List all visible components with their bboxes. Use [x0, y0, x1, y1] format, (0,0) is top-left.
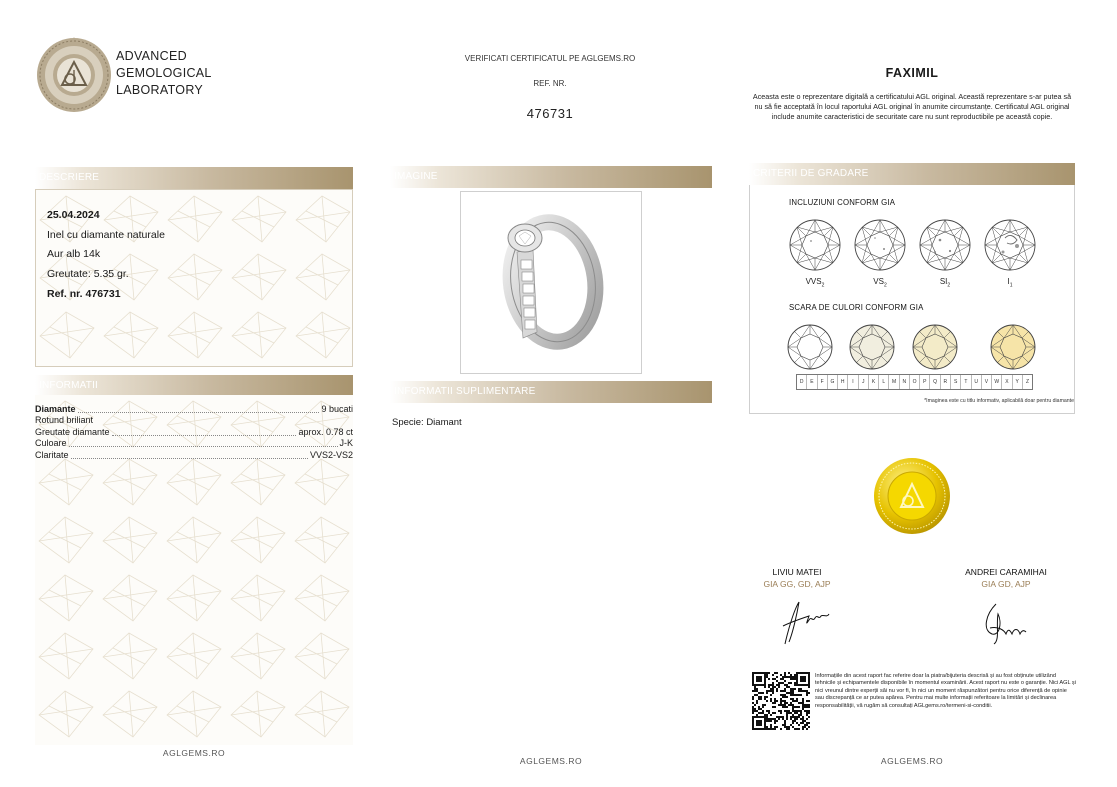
- color-grade-cell: Q: [929, 375, 939, 389]
- qr-code[interactable]: [752, 672, 810, 730]
- color-grade-cell: R: [940, 375, 950, 389]
- color-grade-cell: K: [868, 375, 878, 389]
- color-grade-cell: T: [960, 375, 970, 389]
- color-grade-cell: L: [878, 375, 888, 389]
- clarity-grade: VS: [873, 277, 884, 286]
- info-row-clarity: [35, 449, 353, 461]
- color-grade-cell: S: [950, 375, 960, 389]
- clarity-subscript: 2: [821, 282, 825, 289]
- section-bar-descriere: DESCRIERE: [35, 167, 353, 189]
- section-bar-suplimentare: INFORMATII SUPLIMENTARE: [390, 381, 712, 403]
- clarity-label-vs: [860, 277, 900, 289]
- color-grade-cell: P: [919, 375, 929, 389]
- info-row-weight: [35, 426, 353, 438]
- ref-label: REF. NR.: [533, 79, 567, 88]
- info-row-color: [35, 438, 353, 450]
- info-value: aprox. 0.78 ct: [298, 426, 353, 437]
- clarity-subscript: 1: [1009, 282, 1013, 289]
- agl-seal-logo: [36, 37, 112, 113]
- signature-andrei-caramihai: [978, 600, 1034, 646]
- item-weight: Greutate: 5.35 gr.: [47, 268, 129, 281]
- info-label: Claritate: [35, 449, 69, 460]
- footer-link[interactable]: AGLGEMS.RO: [519, 756, 583, 766]
- certificate-date: 25.04.2024: [47, 209, 100, 221]
- info-value: 9 bucati: [321, 403, 353, 414]
- dot-leader: [78, 412, 320, 413]
- verify-text: VERIFICATI CERTIFICATUL PE AGLGEMS.RO: [464, 54, 636, 63]
- footer-link[interactable]: AGLGEMS.RO: [162, 748, 226, 758]
- brand-line: LABORATORY: [116, 83, 204, 97]
- color-grade-cell: Y: [1012, 375, 1022, 389]
- criterii-note: *Imaginea este cu titlu informativ, aplicabilă doar pentru diamante: [924, 398, 1074, 404]
- section-bar-criterii: CRITERII DE GRADARE: [749, 163, 1075, 185]
- info-value: VVS2-VS2: [309, 449, 353, 460]
- clarity-grade: VVS: [805, 277, 822, 286]
- certificate-reference: [380, 54, 720, 121]
- ring-image-frame: [460, 191, 642, 374]
- info-label: Diamante: [35, 403, 76, 414]
- dot-leader: [71, 458, 308, 459]
- brand-line: GEMOLOGICAL: [116, 66, 212, 80]
- item-description: Inel cu diamante naturale: [47, 228, 165, 241]
- color-grade-cell: D: [799, 379, 804, 385]
- gold-seal-icon: [873, 457, 951, 535]
- clarity-diagram: [785, 216, 1045, 274]
- specie-text: Specie: Diamant: [392, 417, 462, 428]
- color-grade-cell: X: [1001, 375, 1011, 389]
- ref-value: 476731: [526, 106, 574, 121]
- color-grade-cell: G: [827, 375, 837, 389]
- ring-image: [461, 192, 641, 373]
- color-grade-cell: H: [837, 375, 847, 389]
- inclusions-heading: INCLUZIUNI CONFORM GIA: [789, 198, 896, 207]
- info-label: Culoare: [35, 438, 67, 448]
- brand-name: [116, 48, 212, 99]
- signatory-credentials: GIA GD, AJP: [981, 579, 1031, 589]
- color-grade-cell: U: [971, 375, 981, 389]
- item-metal: Aur alb 14k: [47, 248, 101, 261]
- clarity-label-si: [925, 277, 965, 289]
- color-grade-cell: J: [858, 375, 868, 389]
- disclaimer-text: Informațiile din acest raport fac referire doar la piatra/bijuteria descrisă și au fost obținute utilizând tehnicile și echipamentele disponibile în momentul examinării. Acest raport nu este o garanție. Nici AGL și nici vreunul dintre experții săi nu vor fi, în nici un moment răspunzători pentru orice diferență de opinie sau discrepanță ce ar putea apărea. Pentru mai multe informații referitoare la limitări și declinarea responsabilității, vă rugăm să consultați AGLgems.ro/termeni-si-conditii.: [815, 673, 1076, 709]
- color-grade-cell: M: [888, 375, 898, 389]
- footer-link[interactable]: AGLGEMS.RO: [880, 756, 944, 766]
- brand-line: ADVANCED: [116, 49, 187, 63]
- color-grade-cell: V: [981, 375, 991, 389]
- signatory-credentials: GIA GG, GD, AJP: [763, 579, 831, 589]
- color-scale-heading: SCARA DE CULORI CONFORM GIA: [789, 303, 924, 312]
- color-grade-cell: I: [847, 375, 857, 389]
- info-label: Greutate diamante: [35, 426, 110, 437]
- info-row-cut: [35, 415, 353, 427]
- faximil-text: Aceasta este o reprezentare digitală a certificatului AGL original. Această reprezentare s-ar putea să nu să fie acceptată în locul raportului AGL original în anumite circumstanțe. Certificatul AGL original include anumite caracteristici de securitate care nu sunt reproductibile pe această copie.: [752, 92, 1072, 121]
- dot-leader: [69, 446, 338, 447]
- clarity-subscript: 2: [883, 282, 887, 289]
- color-grade-cell: O: [909, 375, 919, 389]
- clarity-label-vvs: [795, 277, 835, 289]
- clarity-grade: SI: [939, 277, 948, 286]
- color-grade-cell: W: [991, 375, 1001, 389]
- clarity-grade: I: [1007, 277, 1010, 286]
- info-label: Rotund briliant: [35, 415, 94, 425]
- info-row-diamante: [35, 403, 353, 415]
- section-bar-informatii: INFORMATII: [35, 375, 353, 397]
- color-diagram: [785, 322, 1045, 374]
- clarity-label-i: [990, 277, 1030, 289]
- clarity-subscript: 2: [947, 282, 951, 289]
- color-grade-scale: [796, 374, 1033, 390]
- color-grade-cell: Z: [1022, 375, 1032, 389]
- signature-liviu-matei: [775, 596, 835, 648]
- signatory-name: LIVIU MATEI: [772, 567, 822, 577]
- color-grade-cell: E: [806, 375, 816, 389]
- dot-leader: [112, 435, 297, 436]
- descriere-text: [47, 206, 165, 305]
- informatii-table: [35, 403, 353, 461]
- color-grade-cell: F: [817, 375, 827, 389]
- color-grade-cell: N: [899, 375, 909, 389]
- signatory-name: ANDREI CARAMIHAI: [965, 567, 1047, 577]
- section-bar-imagine: IMAGINE: [390, 166, 712, 188]
- item-ref: Ref. nr. 476731: [47, 287, 121, 300]
- info-value: J-K: [339, 438, 353, 448]
- faximil-title: FAXIMIL: [885, 66, 939, 80]
